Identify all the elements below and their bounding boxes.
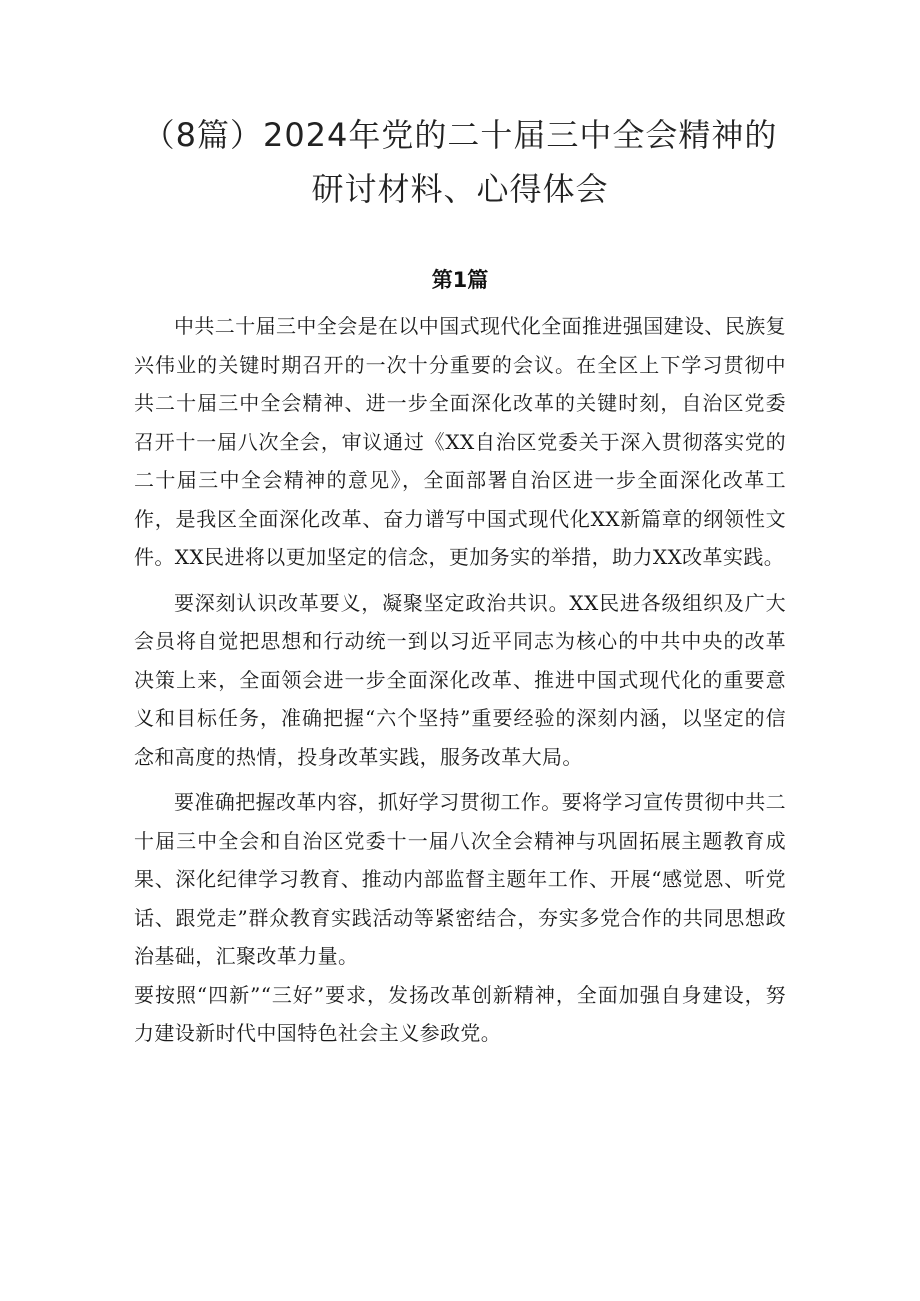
body-paragraph-2: 要深刻认识改革要义，凝聚坚定政治共识。XX民进各级组织及广大会员将自觉把思想和行动统一到以习近平同志为核心的中共中央的改革决策上来，全面领会进一步全面深化改革、推进中国式现代化的重要意义和目标任务，准确把握“六个坚持”重要经验的深刻内涵，以坚定的信念和高度的热情，投身改革实践，服务改革大局。 [134,590,786,769]
document-title-line-2: 研讨材料、心得体会 [311,170,609,208]
document-title-line-1: （8篇）2024年党的二十届三中全会精神的 [142,116,778,154]
body-paragraph-1: 中共二十届三中全会是在以中国式现代化全面推进强国建设、民族复兴伟业的关键时期召开的一次十分重要的会议。在全区上下学习贯彻中共二十届三中全会精神、进一步全面深化改革的关键时刻，自治区党委召开十一届八次全会，审议通过《XX自治区党委关于深入贯彻落实党的二十届三中全会精神的意见》，全面部署自治区进一步全面深化改革工作，是我区全面深化改革、奋力谱写中国式现代化XX新篇章的纲领性文件。XX民进将以更加坚定的信念，更加务实的举措，助力XX改革实践。 [134,314,786,569]
document-title [100,108,820,216]
section-heading: 第1篇 [431,268,489,292]
body-paragraph-3: 要准确把握改革内容，抓好学习贯彻工作。要将学习宣传贯彻中共二十届三中全会和自治区党委十一届八次全会精神与巩固拓展主题教育成果、深化纪律学习教育、推动内部监督主题年工作、开展“感觉恩、听党话、跟党走”群众教育实践活动等紧密结合，夯实多党合作的共同思想政治基础，汇聚改革力量。 [134,790,786,968]
body-paragraph-4: 要按照“四新”“三好”要求，发扬改革创新精神，全面加强自身建设，努力建设新时代中国特色社会主义参政党。 [134,982,786,1045]
document-body [134,307,786,1053]
